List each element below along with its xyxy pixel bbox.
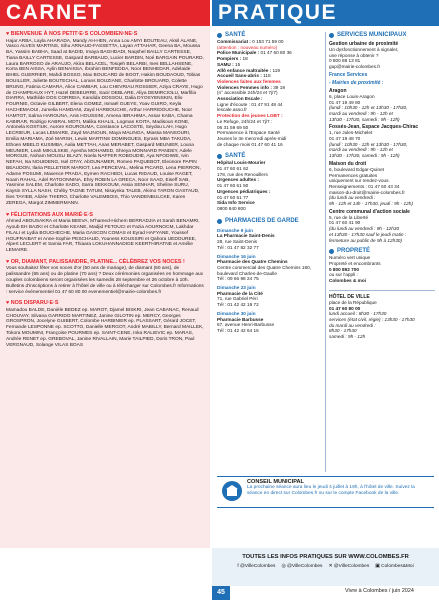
urgence-line: (n° accessible 24h/24 et 7j/7)	[217, 90, 278, 96]
service-line: mardi au vendredi : 9h - 12h et	[329, 110, 393, 116]
service-line: (du lundi au vendredi : 9h - 12h30	[329, 226, 400, 232]
pratique-header: PRATIQUE	[212, 0, 439, 26]
sante-line: 178, rue des Renouillers	[217, 171, 268, 177]
service-entry	[329, 80, 435, 86]
urgence-line: SAMU : 15	[217, 61, 241, 67]
urgence-line: Pompiers : 18	[217, 56, 248, 62]
service-entry	[329, 161, 435, 207]
carnet-section-text: Ahmed ABOUSAKRA et Maria BEEVA, M'hamed-Hichem BERRADJIA et Sarah BENAMRI, Ayoub EH BAZKI et Charlotte KEANE, Madjid FETOUCI et Fazia AOURNOCM, Lakhdar FILALI et Lydia BOUCHECHE, Maria GASCON COMAS et Eyrad HAFYANE, Youssef HOUFRAIBAT et Anne-Sophie PESCHAUD, Youness KOUSSIRI et Qahora UEDOUREE, Alpert LECLERT et Samia FAR, Thiaara LOKUHANNADIGE KEERTHIRATNE et Amélie LEMAIRE.	[6, 219, 200, 254]
carnet-section-text: Hajar ARBA, Layla AHARADA, Mandy AH-HEN, Anna Lou AMYI BOUTEAU, Aksil ALANE, Vasco ALVES MARTINS, Sihu ARNAUD-FASSETTA, Layan ATTAHAR, Geena BA, Moussa BA, Yassim BABHA, Saad at BADID, Imaya BAGHDADI, Naqshel BAILLY CARTESSE, Tiana BAILLY CARTESSE, Gaspard BARBAUD, Lucier BARDIN, Noé BARGAIN POURARD, Laura BARROSO de ARAUJO, Akira BELACEL, Tosqeh BELARBI, Ines BELLAHSENE, Korra BEN AISSA, Aylin BENAISSA, Ibrahim BENFEDDA, Noor BENHEDAR, Adelaide BIHEL GUERRIER, Mahdi BOSSO, Max BOUCARD de BOOT, Hakim BOUDAOUD, Tobias BOUILLER, Juliette BOUTECHAL, Lorans BOUZIANE, Charlotte BROUARD, Colette BRUNO, Fatima CAMARA, Alice CAMBAR, Lou CHEVRIAU ROSSIER, Aziya CRAYE, Hugo de CHAMPEAUX HYT, Hazel DEBEURRE, Sacir DEBLARE, Aliya DEMIRCIOLU, Marfilia DIARRA, Mathilde DOS CORREIA, Kandida DOSSOU, Dalia DYOSYENSKIN, Elio FOURNIE, Octavie GILBERT, Elena GOMEZ, Ismaël GUEYE, Yoav GUIRO, Keyla HACHEMAOUI, Jumelia HAMDANI, Zayd HARBOUCHE, Arthur HARRIDOUCHE, Noor HAMTOT, Salma HAROUNA, Anis HOUSSINI, Amena IBRAHIMA, Assar KABA, Chama KABIRAR, Rodrigo KABRAL MOTI, Malika KHALIL, Logman KOITA, Madisoun KONE, Antonela KOSTIUK, Aurore KOUROUMA, Constance LACOSTE, Seydou LAH, Hugo LECRIEUR, Lucas LEMAIRE, Zayd MAJNOUN, Maya MALINGA, Miassa MANSOURI, Emilia MARIAMA, Zoé MARSH, Lewis MARTINS DOMINGUES, Eyrass MBA TAKUDA, Ethoen MBELO KUSIMBA, Aalia METTAH, Anas MERABET, Gaspard MEUNIER, Louna MEUNIER, Leah MIKULSKIE, Ayesha MOHAMED, Shreya MONNARD PANDEY, Adele MORGUE, Noham MOUSLI BLAZY, Noela NAFFER ROBOUDIE, Aya NFODIWE, Ivin NEFAH, Isa NOUIDENG, Isel OTAY, AbOUNAMER, Romeo PAQUEBOT, Eleonore PAPIN BEAUDON, Ilaria PELLETIER MARIOT, Lea PERCEVAL, Melina PICARD, Lena PIERRON, Adame POSUMI, Maxence PRADA, Eymen RACHEDI, Lucas RIDAUD, Louise RAGET, Noam RAHAL, Adel RATOONNINA, Ehry ROBIN LA GRECA, Noor SAAD, Eiseff SAB, Yasmine SALEM, Charlotte SADO, Sarra SEKKOUM, Assia SENHAR, Sheline SURU, Kaysin SYLLA NASH, Chéby TAGNE TATUM, Nisaynka TALEB, Akimo TARON GASTAUD, Ilies TAYIEB, Alizée THIERO, Charlotte VALEMBOIS, Thio VANDENBULCKE, Karen ZEREGA, Margot ZIMMERMANN.	[6, 38, 204, 206]
pharmacy-phone: Tél : 01 47 82 32 77	[217, 244, 259, 250]
carnet-section-title: ♥ FÉLICITATIONS AUX MARIÉ·E·S	[6, 211, 93, 218]
urgence-line: (attention : nouveau numéro)	[217, 44, 278, 50]
hotel-line: lundi accueil : 8h30 - 17h30	[329, 311, 387, 317]
carnet-section-text: Vous souhaitez fêter vos noces d'or (50 ans de mariage), de diamant (60 ans), de palissandre (65 ans) ou de platine (70 ans) ? Deux cérémonies organisées en hommage aux couples colombiens seront organisées les samedis 28 septembre et 26 octobre à 10h. Bulletins d'inscriptions à retirer à l'hôtel de ville ou à télécharger sur Colombes.fr Informations : service événementiel 01 47 60 80 00 evenementiel@mairie-colombes.fr	[6, 266, 204, 295]
service-line: une réponse à obtenir ?	[329, 52, 379, 58]
pharmacy-name: La Pharmacie Saint-Denis	[217, 233, 275, 239]
pharmacy-date: Dimanche 16 juin	[217, 253, 256, 259]
hotel-de-ville-block	[329, 290, 435, 340]
service-line: 01 47 19 48 70	[329, 136, 361, 142]
urgence-line-label: Police Municipale :	[217, 50, 260, 56]
facebook-link[interactable]: f @VilleColombes	[237, 564, 276, 569]
pratique-col-a	[217, 32, 323, 334]
pharmacy-entry	[217, 254, 323, 283]
urgence-line: Allô enfance maltraitée : 119	[217, 67, 280, 73]
sante-line: 0800 840 800	[217, 205, 246, 211]
service-line: fermeture au public de 9h à 12h30)	[329, 237, 402, 243]
service-line: (lundi : 10h30 - 12h et 13h30 - 17h30,	[329, 105, 408, 111]
sante-line-label: Sida Info Service	[217, 200, 255, 206]
service-line: 6, boulevard Edgar-Quinet	[329, 166, 384, 172]
proprete-line: Numéro vert unique	[329, 255, 371, 261]
urgence-line: Jeunes le 3e mercredi après-midi	[217, 135, 287, 141]
service-line: 5, rue de la Liberté	[329, 214, 369, 220]
info-footer	[212, 548, 439, 586]
service-line: gup@mairie-colombes.fr	[329, 64, 381, 70]
service-line: Permanences gratuites	[329, 172, 378, 178]
urgence-line: Police Municipale : 01 47 60 80 36	[217, 50, 292, 56]
section-heading-services: SERVICES MUNICIPAUX	[329, 32, 435, 39]
urgence-line-label: Violences Femmes info :	[217, 84, 272, 90]
service-entry	[329, 41, 435, 70]
urgence-line-label: Pompiers :	[217, 56, 242, 62]
hotel-line: services (état civil, régie) : 13h30 - 17h30	[329, 316, 415, 322]
page-number: 45	[212, 586, 230, 600]
section-heading-pharmacies: PHARMACIES DE GARDE	[217, 218, 323, 225]
council-banner	[217, 476, 434, 508]
urgence-line: Permanence à l'Espace Santé	[217, 130, 280, 136]
pharmacy-phone: Tél : 09 66 98 24 75	[217, 276, 259, 282]
service-title: Aragon	[329, 87, 347, 94]
column-divider	[325, 32, 326, 472]
pharmacy-phone: Tél : 01 42 42 19 72	[217, 302, 259, 308]
service-entry	[329, 124, 435, 159]
proprete-line: 0 800 892 700	[329, 266, 359, 272]
urgence-line-label: Association Escale :	[217, 96, 263, 102]
social-links	[212, 564, 439, 569]
hotel-line: 8h30 - 17h30	[329, 328, 357, 334]
instagram-link[interactable]: ◎ @VilleColombes	[281, 564, 323, 569]
service-title: Centre communal d'action sociale	[329, 208, 410, 215]
carnet-section	[6, 300, 204, 348]
footer-title: TOUTES LES INFOS PRATIQUES SUR WWW.COLOMBES.FR	[242, 554, 409, 560]
carnet-section-title: ♥ NOS DISPARU·E·S	[6, 300, 59, 307]
pharmacy-address: 28, rue Saint-Denis	[217, 239, 258, 245]
bullet-icon	[329, 249, 334, 254]
pharmacy-name: Pharmacie des Quatre Chemins	[217, 259, 288, 265]
service-title: Maison du droit	[329, 160, 367, 167]
service-line: 0 800 88 13 81	[329, 58, 361, 64]
section-heading-sante: SANTÉ	[217, 153, 323, 160]
service-line: et 13h30 - 17h30 sauf le jeudi matin :	[329, 231, 407, 237]
urgence-line: de chaque mois 01 47 60 41 16	[217, 141, 283, 147]
app-link[interactable]: ▣ Colombes&Moi	[375, 564, 414, 569]
pratique-col-b	[329, 32, 435, 340]
service-line: (lundi : 10h30 - 12h et 13h30 - 17h30,	[329, 141, 408, 147]
urgence-line: Violences faites aux femmes	[217, 78, 281, 84]
magazine-issue: Vivre à Colombes / juin 2024	[345, 588, 414, 594]
carnet-header: CARNET	[0, 0, 210, 26]
service-line: 1, rue Jules-Michelet	[329, 130, 373, 136]
service-line: 13h30 - 17h30, samedi : 9h - 12h)	[329, 153, 400, 159]
urgence-line: Commissariat : 0 153 71 59 00	[217, 39, 284, 44]
pharmacy-entry	[217, 285, 323, 308]
proprete-line: ou sur l'appli :	[329, 272, 358, 278]
urgence-line-label: Accueil Sans-abris :	[217, 73, 262, 79]
section-heading-proprete: PROPRETÉ	[329, 248, 435, 255]
pharmacy-entry	[217, 228, 323, 251]
pharmacy-name: Pharmacie de la Cité	[217, 290, 263, 296]
x-link[interactable]: ✕ @VilleColombes	[328, 564, 370, 569]
council-text: La prochaine séance aura lieu le jeudi 4 juillet à 19h, à l'hôtel de ville. Suivez la séance en direct sur Colombes.fr ou sur le compte Facebook de la ville.	[247, 485, 415, 496]
sante-line: 01 47 60 61 50	[217, 183, 249, 189]
carnet-section	[6, 259, 204, 295]
pharmacy-entry	[217, 311, 323, 334]
service-line: maison-du-droit@mairie-colombes.fr	[329, 189, 405, 195]
sante-line-label: Urgences adultes :	[217, 177, 259, 183]
urgence-line: Le Refuge, 24h/24 et 7j/7 :	[217, 118, 273, 124]
carnet-section	[6, 212, 204, 254]
service-title: Fossés-Jean, Espace Jacques-Chirac	[329, 124, 419, 131]
service-title: Gestion urbaine de proximité	[329, 41, 399, 47]
carnet-column	[0, 0, 210, 548]
urgence-line: Accueil Sans-abris : 115	[217, 73, 271, 79]
carnet-section	[6, 31, 204, 207]
urgence-line-label: SAMU :	[217, 61, 234, 67]
service-line: 9h - 12h et 14h - 17h30, jeudi : 9h - 12h)	[329, 201, 413, 207]
service-line: Renseignements : 01 47 60 43 34	[329, 183, 400, 189]
section-heading-urgences: SANTÉ	[217, 32, 323, 39]
urgence-line: Ligne d'écoute : 01 47 91 48 44	[217, 101, 283, 107]
pharmacy-address: 71, rue Gabriel Péri	[217, 296, 258, 302]
service-line: 01 47 60 41 90	[329, 220, 361, 226]
pharmacy-name: Pharmacie Barbusse	[217, 316, 264, 322]
sante-line-label: Hôpital Louis-Mourier	[217, 160, 266, 166]
pharmacy-address: Centre commercial des Quatre Chemins 180, boulevard Charles-de-Gaulle	[217, 264, 312, 276]
pharmacy-phone: Tél : 01 42 42 64 16	[217, 327, 259, 333]
urgence-line: lescale.asso.fr	[217, 107, 247, 113]
service-line: 13h30 - 17h30, samedi : 9h - 12h)	[329, 116, 400, 122]
carnet-section-text: Mamadou BALDE, Danièle BEDEZ ep. MAROT, Djamel BISKRI, Jean CABANAC, Renaud CHOUVAY, Silvana GARRIDO MARTINEZ, Janine GILOTIN ep. MERCY, Georges GROSPRON, Jocelyne GUIBERT, Colombe HARBINIER ep. PLASSART, Gérard JOCET, Fernande LESPONNE ep. SCOTTO, Danielle MERGOT, André MABILLY, Bernard MAILLEK, Tokora MOUMINI, Françoise POURMES ep. SAINT-CENE, Inka RALIEVIC ep. MARAS, Andrée RENET ep. GREBOVAL, Janine RIVALLAIN, Marie TAILPIED, Doris TRON, Paul VERGNAUD, Solange VILAS BOAS	[6, 307, 204, 348]
service-title: - Mairies de proximité :	[329, 79, 384, 86]
bullet-icon	[217, 154, 222, 159]
service-line: mardi au vendredi : 9h - 12h et	[329, 147, 393, 153]
carnet-section-title: ♥ BIENVENUE À NOS PETIT·E·S COLOMBIEN·NE·S	[6, 31, 138, 37]
pharmacy-date: Dimanche 30 juin	[217, 310, 256, 316]
pharmacy-date: Dimanche 23 juin	[217, 285, 256, 291]
carnet-section-title: ♥ OR, DIAMANT, PALISSANDRE, PLATINE... CÉLÉBREZ VOS NOCES !	[6, 258, 185, 265]
service-entry	[329, 209, 435, 244]
urgence-line: Protection des jeunes LGBT :	[217, 113, 283, 119]
hotel-line: samedi : 9h - 12h	[329, 334, 366, 340]
service-line: 6, place Louis-Aragon	[329, 93, 375, 99]
bullet-icon	[217, 33, 222, 38]
proprete-line: Colombes & moi	[329, 278, 366, 284]
service-line: uniquement sur rendez-vous.	[329, 178, 390, 184]
bullet-icon	[217, 219, 222, 224]
sante-line: 01 47 60 61 62	[217, 166, 249, 172]
sante-line-label: Urgences pédiatriques :	[217, 188, 271, 194]
bullet-icon	[329, 33, 334, 38]
service-line: Un dysfonctionnement à signaler,	[329, 47, 399, 52]
hotel-line: 01 47 60 80 00	[329, 305, 361, 311]
service-line: 01 47 19 49 80	[329, 99, 361, 105]
service-entry	[329, 72, 435, 78]
service-entry	[329, 88, 435, 123]
pharmacy-address: 67, avenue Henri-Barbusse	[217, 322, 275, 328]
proprete-line: Propreté et encombrants	[329, 260, 381, 266]
hotel-line: du mardi au vendredi :	[329, 322, 376, 328]
service-line: (du lundi au vendredi :	[329, 195, 376, 201]
urgence-line-label: Commissariat :	[217, 39, 251, 44]
council-title: CONSEIL MUNICIPAL	[247, 479, 304, 485]
urgence-line: Violences Femmes info : 39 19	[217, 84, 285, 90]
urgence-line: 06 31 59 69 50	[217, 124, 249, 130]
pharmacy-date: Dimanche 9 juin	[217, 227, 253, 233]
urgence-line-label: Allô enfance maltraitée :	[217, 67, 272, 73]
hotel-de-ville-title: HÔTEL DE VILLE	[329, 293, 370, 300]
hotel-line: place de la République	[329, 299, 377, 305]
city-hall-icon	[221, 480, 243, 502]
service-title: France Services	[329, 71, 368, 78]
sante-line: 01 47 60 61 77	[217, 194, 249, 200]
